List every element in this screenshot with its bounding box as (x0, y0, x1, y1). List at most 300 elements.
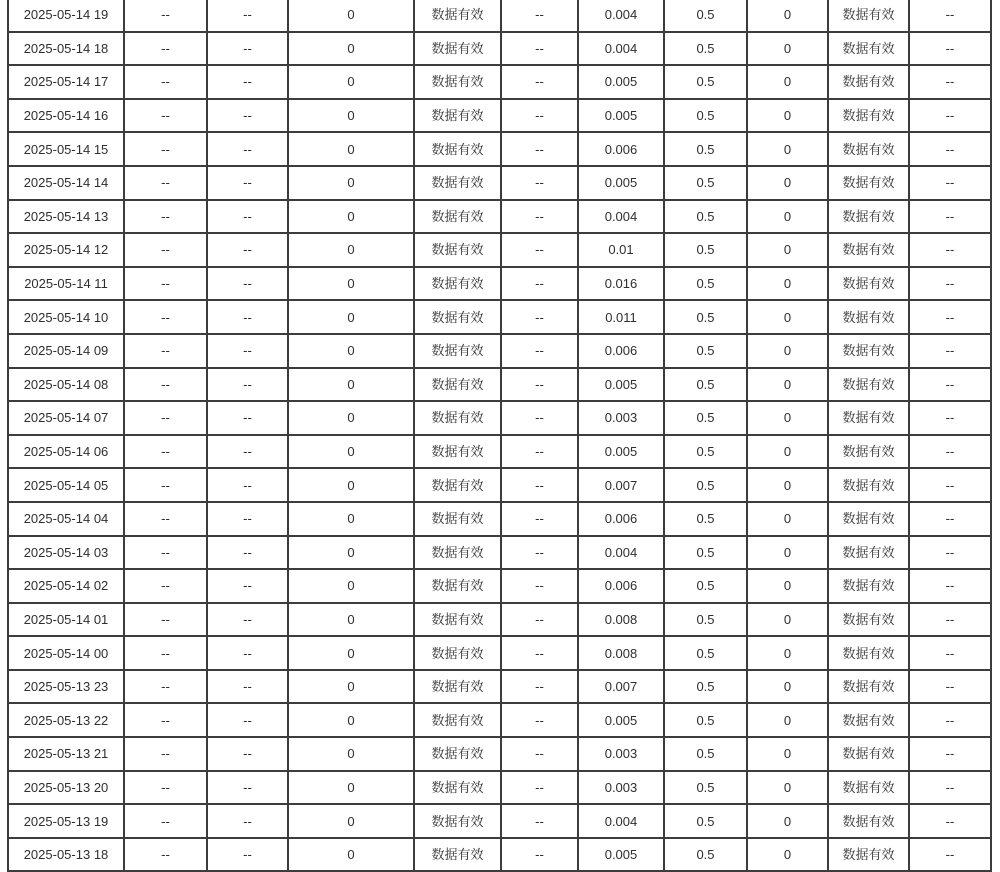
cell-datetime: 2025-05-13 18 (8, 838, 124, 872)
cell-status1: 数据有效 (414, 132, 501, 166)
cell-status1: 数据有效 (414, 636, 501, 670)
cell-col2: -- (124, 636, 207, 670)
cell-status2: 数据有效 (828, 166, 909, 200)
cell-col9: 0 (747, 99, 828, 133)
cell-status1: 数据有效 (414, 401, 501, 435)
cell-col6: -- (501, 636, 578, 670)
cell-col9: 0 (747, 569, 828, 603)
cell-col4: 0 (288, 65, 414, 99)
cell-col11: -- (909, 0, 991, 32)
cell-datetime: 2025-05-14 10 (8, 300, 124, 334)
cell-status1: 数据有效 (414, 435, 501, 469)
cell-col6: -- (501, 502, 578, 536)
cell-status2: 数据有效 (828, 703, 909, 737)
cell-col9: 0 (747, 670, 828, 704)
cell-col4: 0 (288, 737, 414, 771)
table-row (8, 569, 991, 603)
table-row (8, 401, 991, 435)
cell-col11: -- (909, 334, 991, 368)
cell-col11: -- (909, 132, 991, 166)
cell-col4: 0 (288, 804, 414, 838)
cell-col8: 0.5 (664, 233, 747, 267)
cell-col11: -- (909, 603, 991, 637)
cell-col3: -- (207, 401, 288, 435)
table-row (8, 502, 991, 536)
cell-status2: 数据有效 (828, 771, 909, 805)
table-row (8, 603, 991, 637)
cell-col2: -- (124, 65, 207, 99)
cell-col2: -- (124, 267, 207, 301)
cell-col8: 0.5 (664, 65, 747, 99)
cell-col2: -- (124, 603, 207, 637)
cell-col3: -- (207, 200, 288, 234)
cell-col3: -- (207, 99, 288, 133)
cell-col8: 0.5 (664, 334, 747, 368)
cell-status1: 数据有效 (414, 502, 501, 536)
cell-status2: 数据有效 (828, 32, 909, 66)
cell-col2: -- (124, 703, 207, 737)
cell-status1: 数据有效 (414, 737, 501, 771)
cell-col6: -- (501, 200, 578, 234)
cell-col6: -- (501, 771, 578, 805)
cell-col6: -- (501, 132, 578, 166)
cell-col8: 0.5 (664, 569, 747, 603)
cell-col3: -- (207, 65, 288, 99)
cell-col4: 0 (288, 502, 414, 536)
cell-col11: -- (909, 670, 991, 704)
cell-col8: 0.5 (664, 737, 747, 771)
cell-col11: -- (909, 435, 991, 469)
cell-col3: -- (207, 435, 288, 469)
cell-col11: -- (909, 233, 991, 267)
cell-col8: 0.5 (664, 267, 747, 301)
cell-col3: -- (207, 536, 288, 570)
cell-col9: 0 (747, 804, 828, 838)
table-row (8, 670, 991, 704)
cell-col6: -- (501, 99, 578, 133)
table-row (8, 65, 991, 99)
cell-status1: 数据有效 (414, 200, 501, 234)
table-row (8, 435, 991, 469)
cell-col4: 0 (288, 32, 414, 66)
cell-col7: 0.005 (578, 368, 664, 402)
cell-status1: 数据有效 (414, 99, 501, 133)
cell-col9: 0 (747, 32, 828, 66)
cell-col7: 0.005 (578, 166, 664, 200)
cell-col3: -- (207, 703, 288, 737)
cell-col3: -- (207, 233, 288, 267)
cell-col11: -- (909, 32, 991, 66)
table-row (8, 838, 991, 872)
cell-col4: 0 (288, 334, 414, 368)
cell-col3: -- (207, 132, 288, 166)
cell-col8: 0.5 (664, 804, 747, 838)
table-row (8, 536, 991, 570)
table-row (8, 200, 991, 234)
cell-col7: 0.003 (578, 737, 664, 771)
cell-col3: -- (207, 267, 288, 301)
cell-col7: 0.005 (578, 99, 664, 133)
cell-status2: 数据有效 (828, 636, 909, 670)
cell-col9: 0 (747, 636, 828, 670)
cell-col3: -- (207, 502, 288, 536)
cell-datetime: 2025-05-13 19 (8, 804, 124, 838)
cell-col7: 0.004 (578, 536, 664, 570)
cell-col9: 0 (747, 300, 828, 334)
cell-status1: 数据有效 (414, 468, 501, 502)
table-row (8, 132, 991, 166)
cell-col8: 0.5 (664, 603, 747, 637)
cell-col11: -- (909, 502, 991, 536)
cell-datetime: 2025-05-14 15 (8, 132, 124, 166)
cell-datetime: 2025-05-13 21 (8, 737, 124, 771)
cell-col2: -- (124, 670, 207, 704)
cell-col9: 0 (747, 502, 828, 536)
cell-col4: 0 (288, 99, 414, 133)
cell-status2: 数据有效 (828, 536, 909, 570)
cell-datetime: 2025-05-14 08 (8, 368, 124, 402)
cell-col7: 0.004 (578, 32, 664, 66)
cell-status2: 数据有效 (828, 132, 909, 166)
cell-col4: 0 (288, 435, 414, 469)
cell-col9: 0 (747, 703, 828, 737)
cell-col8: 0.5 (664, 636, 747, 670)
cell-status2: 数据有效 (828, 502, 909, 536)
cell-status2: 数据有效 (828, 65, 909, 99)
cell-col11: -- (909, 636, 991, 670)
cell-col3: -- (207, 670, 288, 704)
cell-col2: -- (124, 300, 207, 334)
cell-col9: 0 (747, 468, 828, 502)
cell-col9: 0 (747, 435, 828, 469)
cell-col2: -- (124, 32, 207, 66)
cell-datetime: 2025-05-14 19 (8, 0, 124, 32)
cell-datetime: 2025-05-14 00 (8, 636, 124, 670)
cell-col4: 0 (288, 468, 414, 502)
cell-datetime: 2025-05-14 06 (8, 435, 124, 469)
cell-col6: -- (501, 703, 578, 737)
cell-col3: -- (207, 838, 288, 872)
cell-status2: 数据有效 (828, 368, 909, 402)
table-row (8, 300, 991, 334)
cell-status2: 数据有效 (828, 233, 909, 267)
cell-col3: -- (207, 636, 288, 670)
cell-status1: 数据有效 (414, 65, 501, 99)
table-row (8, 636, 991, 670)
cell-col2: -- (124, 132, 207, 166)
cell-col8: 0.5 (664, 368, 747, 402)
cell-col11: -- (909, 737, 991, 771)
cell-col9: 0 (747, 65, 828, 99)
cell-col7: 0.005 (578, 65, 664, 99)
cell-status1: 数据有效 (414, 569, 501, 603)
cell-col6: -- (501, 65, 578, 99)
cell-status1: 数据有效 (414, 32, 501, 66)
cell-status2: 数据有效 (828, 267, 909, 301)
cell-col9: 0 (747, 838, 828, 872)
cell-col2: -- (124, 401, 207, 435)
cell-col7: 0.003 (578, 771, 664, 805)
cell-status2: 数据有效 (828, 838, 909, 872)
cell-col3: -- (207, 804, 288, 838)
cell-col9: 0 (747, 166, 828, 200)
cell-col2: -- (124, 838, 207, 872)
cell-col7: 0.007 (578, 670, 664, 704)
table-row (8, 703, 991, 737)
cell-col6: -- (501, 334, 578, 368)
cell-col4: 0 (288, 0, 414, 32)
cell-col7: 0.006 (578, 502, 664, 536)
cell-col8: 0.5 (664, 536, 747, 570)
cell-col2: -- (124, 804, 207, 838)
table-row (8, 99, 991, 133)
table-row (8, 233, 991, 267)
table-row (8, 0, 991, 32)
cell-status1: 数据有效 (414, 267, 501, 301)
table-row (8, 267, 991, 301)
cell-col11: -- (909, 99, 991, 133)
cell-status1: 数据有效 (414, 771, 501, 805)
cell-status1: 数据有效 (414, 838, 501, 872)
cell-status2: 数据有效 (828, 99, 909, 133)
cell-col2: -- (124, 233, 207, 267)
table-row (8, 804, 991, 838)
cell-col7: 0.006 (578, 334, 664, 368)
table-row (8, 737, 991, 771)
cell-col7: 0.008 (578, 603, 664, 637)
table-row (8, 334, 991, 368)
cell-col11: -- (909, 703, 991, 737)
cell-col4: 0 (288, 267, 414, 301)
cell-col6: -- (501, 804, 578, 838)
cell-status2: 数据有效 (828, 334, 909, 368)
cell-col6: -- (501, 670, 578, 704)
cell-status2: 数据有效 (828, 401, 909, 435)
cell-col7: 0.01 (578, 233, 664, 267)
cell-col7: 0.016 (578, 267, 664, 301)
cell-col3: -- (207, 771, 288, 805)
cell-col4: 0 (288, 603, 414, 637)
cell-col3: -- (207, 368, 288, 402)
cell-datetime: 2025-05-14 17 (8, 65, 124, 99)
cell-status2: 数据有效 (828, 435, 909, 469)
cell-col6: -- (501, 603, 578, 637)
cell-col8: 0.5 (664, 99, 747, 133)
cell-col6: -- (501, 536, 578, 570)
cell-col2: -- (124, 0, 207, 32)
cell-col7: 0.006 (578, 132, 664, 166)
cell-col8: 0.5 (664, 703, 747, 737)
cell-col4: 0 (288, 132, 414, 166)
cell-status1: 数据有效 (414, 166, 501, 200)
cell-col4: 0 (288, 401, 414, 435)
cell-col2: -- (124, 200, 207, 234)
cell-datetime: 2025-05-14 03 (8, 536, 124, 570)
cell-col11: -- (909, 569, 991, 603)
cell-col7: 0.005 (578, 703, 664, 737)
cell-datetime: 2025-05-13 23 (8, 670, 124, 704)
cell-col6: -- (501, 737, 578, 771)
cell-col7: 0.004 (578, 0, 664, 32)
cell-status2: 数据有效 (828, 603, 909, 637)
cell-col6: -- (501, 267, 578, 301)
cell-col8: 0.5 (664, 132, 747, 166)
cell-status1: 数据有效 (414, 0, 501, 32)
cell-col6: -- (501, 401, 578, 435)
cell-col11: -- (909, 468, 991, 502)
cell-col7: 0.005 (578, 838, 664, 872)
cell-col11: -- (909, 536, 991, 570)
cell-datetime: 2025-05-14 11 (8, 267, 124, 301)
cell-col11: -- (909, 300, 991, 334)
cell-col7: 0.011 (578, 300, 664, 334)
cell-status2: 数据有效 (828, 0, 909, 32)
cell-status1: 数据有效 (414, 703, 501, 737)
cell-datetime: 2025-05-14 13 (8, 200, 124, 234)
cell-datetime: 2025-05-14 05 (8, 468, 124, 502)
cell-status1: 数据有效 (414, 670, 501, 704)
cell-col6: -- (501, 0, 578, 32)
cell-status2: 数据有效 (828, 200, 909, 234)
cell-col2: -- (124, 368, 207, 402)
cell-col11: -- (909, 368, 991, 402)
cell-col9: 0 (747, 334, 828, 368)
cell-col4: 0 (288, 670, 414, 704)
cell-col7: 0.008 (578, 636, 664, 670)
cell-datetime: 2025-05-13 20 (8, 771, 124, 805)
cell-col3: -- (207, 166, 288, 200)
cell-datetime: 2025-05-14 01 (8, 603, 124, 637)
cell-datetime: 2025-05-14 09 (8, 334, 124, 368)
cell-col2: -- (124, 737, 207, 771)
table-row (8, 166, 991, 200)
cell-datetime: 2025-05-14 07 (8, 401, 124, 435)
cell-col8: 0.5 (664, 166, 747, 200)
cell-status1: 数据有效 (414, 804, 501, 838)
cell-col8: 0.5 (664, 0, 747, 32)
cell-col4: 0 (288, 368, 414, 402)
cell-col9: 0 (747, 233, 828, 267)
cell-col11: -- (909, 200, 991, 234)
cell-status2: 数据有效 (828, 804, 909, 838)
cell-col6: -- (501, 32, 578, 66)
cell-col6: -- (501, 569, 578, 603)
cell-col6: -- (501, 435, 578, 469)
cell-col7: 0.004 (578, 200, 664, 234)
cell-status1: 数据有效 (414, 300, 501, 334)
cell-datetime: 2025-05-14 14 (8, 166, 124, 200)
cell-col11: -- (909, 65, 991, 99)
cell-col3: -- (207, 603, 288, 637)
cell-col3: -- (207, 737, 288, 771)
cell-col2: -- (124, 536, 207, 570)
cell-col8: 0.5 (664, 435, 747, 469)
cell-col11: -- (909, 771, 991, 805)
cell-col11: -- (909, 401, 991, 435)
cell-col4: 0 (288, 300, 414, 334)
table-row (8, 468, 991, 502)
cell-col7: 0.005 (578, 435, 664, 469)
cell-datetime: 2025-05-13 22 (8, 703, 124, 737)
cell-col3: -- (207, 569, 288, 603)
cell-col9: 0 (747, 771, 828, 805)
cell-col2: -- (124, 99, 207, 133)
cell-col9: 0 (747, 267, 828, 301)
cell-col7: 0.007 (578, 468, 664, 502)
cell-col8: 0.5 (664, 468, 747, 502)
cell-status2: 数据有效 (828, 737, 909, 771)
cell-status2: 数据有效 (828, 300, 909, 334)
cell-col2: -- (124, 468, 207, 502)
cell-col3: -- (207, 334, 288, 368)
cell-datetime: 2025-05-14 12 (8, 233, 124, 267)
cell-col6: -- (501, 233, 578, 267)
cell-col6: -- (501, 300, 578, 334)
cell-col8: 0.5 (664, 670, 747, 704)
cell-col4: 0 (288, 200, 414, 234)
cell-col3: -- (207, 0, 288, 32)
cell-status2: 数据有效 (828, 569, 909, 603)
cell-col8: 0.5 (664, 401, 747, 435)
cell-col6: -- (501, 368, 578, 402)
cell-col9: 0 (747, 401, 828, 435)
cell-col4: 0 (288, 536, 414, 570)
cell-status1: 数据有效 (414, 334, 501, 368)
cell-col3: -- (207, 32, 288, 66)
cell-col4: 0 (288, 703, 414, 737)
cell-col4: 0 (288, 838, 414, 872)
cell-status2: 数据有效 (828, 468, 909, 502)
cell-status2: 数据有效 (828, 670, 909, 704)
cell-col6: -- (501, 166, 578, 200)
cell-col9: 0 (747, 536, 828, 570)
cell-col7: 0.003 (578, 401, 664, 435)
cell-col2: -- (124, 771, 207, 805)
cell-col4: 0 (288, 233, 414, 267)
cell-col2: -- (124, 502, 207, 536)
cell-col3: -- (207, 300, 288, 334)
table-row (8, 368, 991, 402)
cell-datetime: 2025-05-14 04 (8, 502, 124, 536)
cell-datetime: 2025-05-14 02 (8, 569, 124, 603)
cell-col11: -- (909, 166, 991, 200)
cell-col7: 0.006 (578, 569, 664, 603)
cell-col9: 0 (747, 200, 828, 234)
cell-col7: 0.004 (578, 804, 664, 838)
cell-col8: 0.5 (664, 502, 747, 536)
cell-col2: -- (124, 569, 207, 603)
cell-col8: 0.5 (664, 838, 747, 872)
cell-status1: 数据有效 (414, 603, 501, 637)
cell-col11: -- (909, 804, 991, 838)
table-row (8, 32, 991, 66)
cell-col2: -- (124, 166, 207, 200)
cell-status1: 数据有效 (414, 233, 501, 267)
data-table (7, 0, 992, 872)
cell-col8: 0.5 (664, 200, 747, 234)
cell-datetime: 2025-05-14 18 (8, 32, 124, 66)
cell-col2: -- (124, 334, 207, 368)
cell-col11: -- (909, 267, 991, 301)
cell-col9: 0 (747, 603, 828, 637)
cell-col3: -- (207, 468, 288, 502)
cell-status1: 数据有效 (414, 536, 501, 570)
cell-col8: 0.5 (664, 300, 747, 334)
cell-col11: -- (909, 838, 991, 872)
cell-col9: 0 (747, 368, 828, 402)
cell-col8: 0.5 (664, 771, 747, 805)
cell-col6: -- (501, 838, 578, 872)
